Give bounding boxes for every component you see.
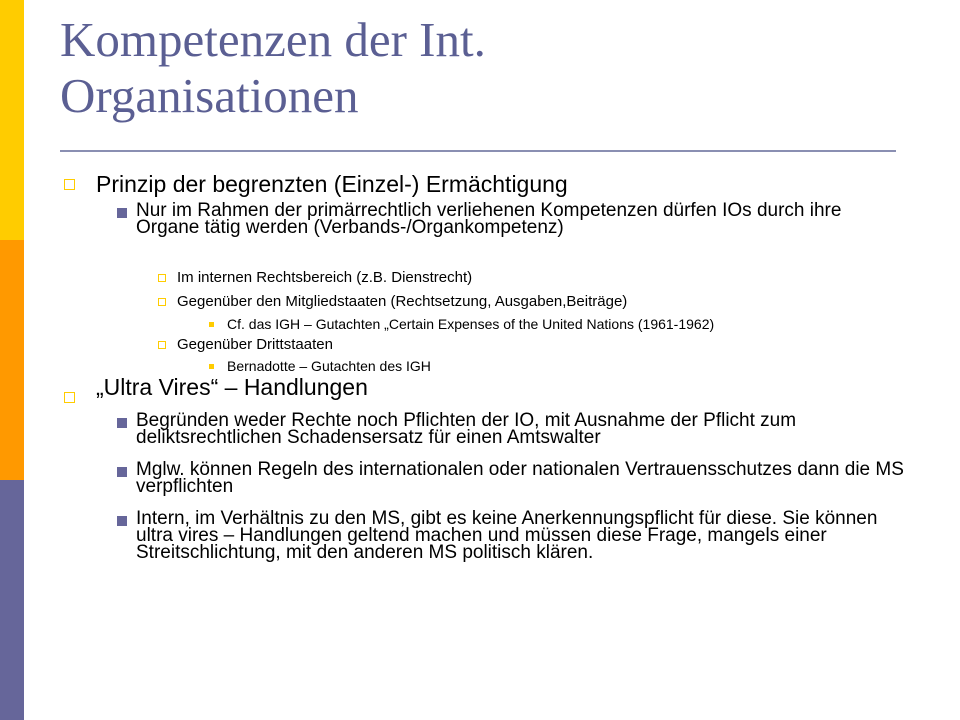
slide-title-line-1: Kompetenzen der Int.	[60, 12, 486, 67]
bullet-third-states-text: Gegenüber Drittstaaten	[177, 336, 333, 353]
bullet-bernadotte-text: Bernadotte – Gutachten des IGH	[227, 358, 431, 374]
filled-square-bullet-icon	[209, 322, 214, 327]
hollow-square-bullet-icon	[158, 298, 166, 306]
filled-square-bullet-icon	[117, 208, 127, 218]
filled-square-bullet-icon	[117, 467, 127, 477]
bullet-principle-text: Prinzip der begrenzten (Einzel-) Ermächtigung	[96, 171, 568, 197]
bullet-trust-protection-text: Mglw. können Regeln des internationalen oder nationalen Vertrauensschutzes dann die MS verpflichten	[136, 459, 904, 497]
slide-title-line-2: Organisationen	[60, 68, 359, 123]
filled-square-bullet-icon	[209, 364, 214, 369]
bullet-competences-text: Nur im Rahmen der primärrechtlich verliehenen Kompetenzen dürfen IOs durch ihre Organe tätig werden (Verbands-/Organkompetenz)	[136, 200, 842, 238]
bullet-internal-recognition-text: Intern, im Verhältnis zu den MS, gibt es keine Anerkennungspflicht für diese. Sie können ultra vires – Handlungen geltend machen und müssen diese Frage, mangels einer Streitschlichtung, mit den anderen MS politisch klären.	[136, 508, 878, 563]
bullet-internal-text: Im internen Rechtsbereich (z.B. Dienstrecht)	[177, 269, 473, 286]
filled-square-bullet-icon	[117, 516, 127, 526]
hollow-square-bullet-icon	[64, 179, 75, 190]
filled-square-bullet-icon	[117, 418, 127, 428]
bullet-certain-expenses-text: Cf. das IGH – Gutachten „Certain Expenses of the United Nations (1961-1962)	[227, 316, 715, 332]
hollow-square-bullet-icon	[158, 274, 166, 282]
bullet-ultra-vires-text: „Ultra Vires“ – Handlungen	[96, 374, 368, 400]
hollow-square-bullet-icon	[158, 341, 166, 349]
bullet-member-states-text: Gegenüber den Mitgliedstaaten (Rechtsetzung, Ausgaben,Beiträge)	[177, 293, 628, 310]
bullet-no-rights-text: Begründen weder Rechte noch Pflichten der IO, mit Ausnahme der Pflicht zum deliktsrechtlichen Schadensersatz für einen Amtswalter	[136, 410, 797, 448]
hollow-square-bullet-icon	[64, 392, 75, 403]
